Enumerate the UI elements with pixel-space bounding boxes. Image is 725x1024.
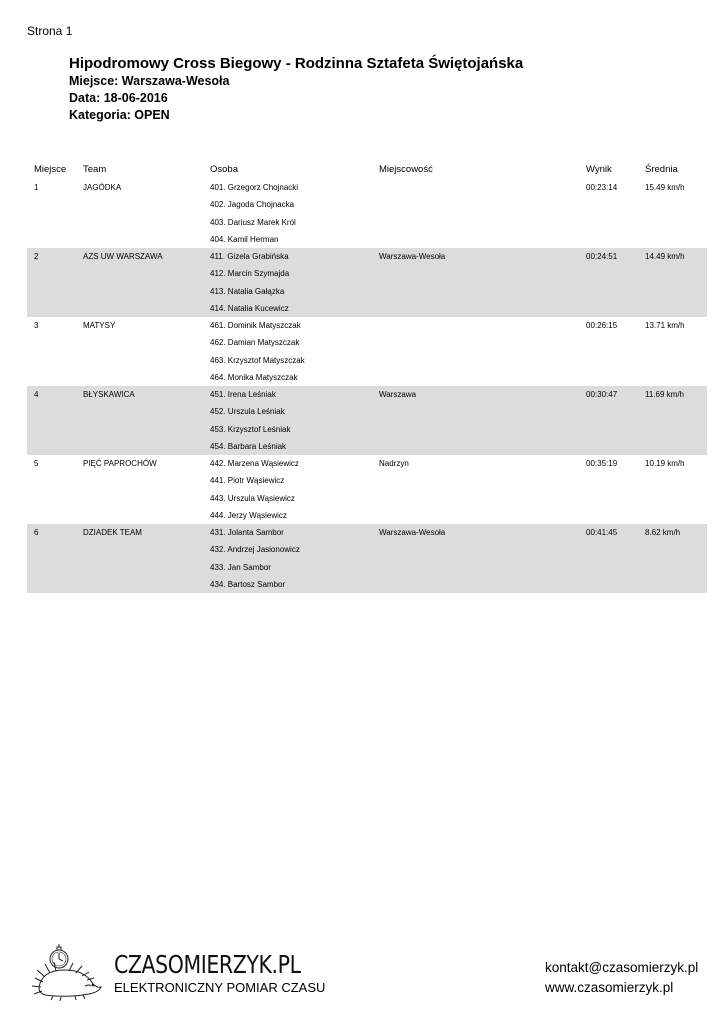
team-member: 444. Jerzy Wąsiewicz [210, 510, 287, 520]
team-place: 5 [34, 459, 39, 468]
team-block [27, 524, 707, 593]
team-block [27, 317, 707, 386]
team-place: 1 [34, 183, 39, 192]
event-title: Hipodromowy Cross Biegowy - Rodzinna Sztafeta Świętojańska [69, 55, 524, 72]
table-row [27, 386, 707, 403]
team-name: AZS UW WARSZAWA [83, 252, 163, 261]
event-location: Miejsce: Warszawa-Wesoła [69, 74, 230, 88]
team-name: BŁYSKAWICA [83, 390, 135, 399]
team-block [27, 179, 707, 248]
team-member: 441. Piotr Wąsiewicz [210, 476, 285, 486]
column-header-speed: Średnia [645, 164, 678, 175]
team-member: 431. Jolanta Sambor [210, 528, 284, 537]
team-place: 3 [34, 321, 39, 330]
column-header-result: Wynik [586, 164, 612, 175]
team-member: 443. Urszula Wąsiewicz [210, 493, 295, 503]
table-row [27, 472, 707, 489]
table-row [27, 283, 707, 300]
team-place: 4 [34, 390, 39, 399]
team-member: 411. Gizela Grabińska [210, 252, 289, 261]
team-speed: 10.19 km/h [645, 459, 685, 468]
team-place: 2 [34, 252, 39, 261]
team-place: 6 [34, 528, 39, 537]
team-name: MATYSY [83, 321, 116, 330]
table-row [27, 403, 707, 420]
team-name: JAGÓDKA [83, 183, 122, 192]
table-header-row [27, 162, 707, 179]
document-header [69, 55, 523, 124]
brand-tagline: ELEKTRONICZNY POMIAR CZASU [114, 980, 326, 995]
table-row [27, 352, 707, 369]
team-block [27, 386, 707, 455]
team-name: DZIADEK TEAM [83, 528, 142, 537]
team-city: Warszawa-Wesoła [379, 528, 446, 537]
contact-email[interactable]: kontakt@czasomierzyk.pl [545, 960, 699, 975]
team-member: 403. Dariusz Marek Król [210, 217, 296, 227]
team-member: 453. Krzysztof Leśniak [210, 424, 291, 434]
team-result: 00:35:19 [586, 459, 618, 468]
table-row [27, 196, 707, 213]
team-result: 00:23:14 [586, 183, 618, 192]
team-speed: 15.49 km/h [645, 183, 685, 192]
table-row [27, 265, 707, 282]
team-member: 434. Bartosz Sambor [210, 579, 286, 589]
column-header-city: Miejscowość [379, 164, 433, 175]
team-member: 451. Irena Leśniak [210, 390, 276, 399]
page-label: Strona 1 [27, 24, 73, 38]
team-result: 00:24:51 [586, 252, 618, 261]
team-city: Warszawa-Wesoła [379, 252, 446, 261]
column-header-team: Team [83, 164, 107, 175]
table-row [27, 334, 707, 351]
table-row [27, 559, 707, 576]
column-header-person: Osoba [210, 164, 238, 175]
team-city: Warszawa [379, 390, 417, 399]
hedgehog-stopwatch-icon [27, 940, 105, 1002]
table-row [27, 179, 707, 196]
team-member: 432. Andrzej Jasionowicz [210, 545, 300, 555]
results-table [27, 162, 707, 593]
team-member: 442. Marzena Wąsiewicz [210, 459, 299, 468]
team-speed: 11.69 km/h [645, 390, 684, 399]
table-row [27, 214, 707, 231]
table-row [27, 541, 707, 558]
team-member: 412. Marcin Szymajda [210, 269, 290, 279]
table-row [27, 438, 707, 455]
team-result: 00:26:15 [586, 321, 618, 330]
team-member: 414. Natalia Kucewicz [210, 303, 289, 313]
table-row [27, 369, 707, 386]
team-name: PIĘĆ PAPROCHÓW [83, 459, 157, 468]
table-row [27, 455, 707, 472]
table-row [27, 300, 707, 317]
table-row [27, 421, 707, 438]
brand-name: CZASOMIERZYK.PL [114, 950, 301, 979]
team-member: 454. Barbara Leśniak [210, 441, 287, 451]
table-row [27, 317, 707, 334]
team-result: 00:41:45 [586, 528, 618, 537]
team-member: 413. Natalia Gałązka [210, 286, 285, 296]
team-block [27, 455, 707, 524]
table-row [27, 524, 707, 541]
team-block [27, 248, 707, 317]
team-member: 404. Kamil Herman [210, 234, 279, 244]
team-member: 462. Damian Matyszczak [210, 338, 300, 348]
team-member: 464. Monika Matyszczak [210, 372, 298, 382]
team-member: 402. Jagoda Chojnacka [210, 200, 295, 210]
team-member: 461. Dominik Matyszczak [210, 321, 301, 330]
table-row [27, 490, 707, 507]
team-member: 463. Krzysztof Matyszczak [210, 355, 305, 365]
event-date: Data: 18-06-2016 [69, 91, 168, 105]
table-row [27, 231, 707, 248]
team-city: Nadrzyn [379, 459, 409, 468]
contact-website[interactable]: www.czasomierzyk.pl [545, 980, 674, 995]
team-speed: 14.49 km/h [645, 252, 685, 261]
table-row [27, 576, 707, 593]
table-row [27, 507, 707, 524]
table-row [27, 248, 707, 265]
team-speed: 8.62 km/h [645, 528, 681, 537]
team-rows [27, 179, 707, 593]
team-member: 433. Jan Sambor [210, 562, 271, 572]
team-speed: 13.71 km/h [645, 321, 685, 330]
team-result: 00:30:47 [586, 390, 618, 399]
event-category: Kategoria: OPEN [69, 108, 170, 122]
column-header-place: Miejsce [34, 164, 67, 175]
team-member: 401. Grzegorz Chojnacki [210, 183, 299, 192]
team-member: 452. Urszula Leśniak [210, 407, 285, 417]
